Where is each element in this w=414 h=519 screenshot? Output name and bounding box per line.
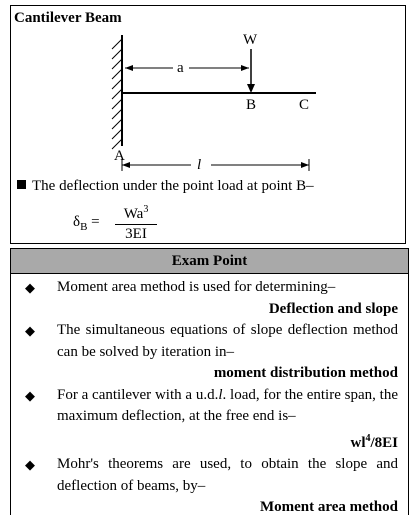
label-b: B [246, 97, 257, 113]
diamond-bullet-icon: ◆ [25, 323, 35, 338]
diamond-bullet-icon: ◆ [25, 457, 35, 472]
label-w: W [243, 32, 258, 48]
list-item: ◆ Moment area method is used for determining– Deflection and slope [11, 277, 408, 320]
exam-point-box [10, 248, 409, 515]
cantilever-diagram [11, 6, 407, 176]
square-bullet-icon [17, 180, 26, 189]
answer: Deflection and slope [268, 300, 398, 317]
exam-point-header: Exam Point [11, 249, 408, 274]
exam-point-list [11, 277, 408, 519]
point-load-arrowhead [247, 84, 255, 93]
label-a: a [177, 60, 184, 76]
deflection-statement: The deflection under the point load at point B– [17, 178, 314, 195]
answer: Moment area method [259, 499, 398, 515]
diamond-bullet-icon: ◆ [25, 280, 35, 295]
answer: moment distribution method [213, 365, 398, 381]
label-length: l [197, 157, 202, 173]
diamond-bullet-icon: ◆ [25, 387, 35, 403]
label-support-a: A [114, 148, 125, 164]
list-item: ◆ Mohr's theorems are used, to obtain the slope and deflection of beams, by– Moment area method [11, 454, 408, 519]
section-title: Cantilever Beam [14, 10, 122, 26]
list-item: ◆ The simultaneous equations of slope deflection method can be solved by iteration in– moment distribution method [11, 320, 408, 385]
formula-fraction: $\frac{Wa^3}{3EI}$ [115, 204, 157, 243]
answer: $wl^4/8EI$ [350, 432, 398, 451]
cantilever-box: Cantilever Beam W a B C A l The deflection under the point load at point B– $\delta_B$ = $\frac{Wa^3}{3EI}$ [10, 5, 406, 244]
label-c: C [299, 97, 310, 113]
list-item: ◆ For a cantilever with a u.d.l. load, for the entire span, the maximum deflection, at the free end is– $wl^4/8EI$ [11, 385, 408, 455]
fixed-support-hatch [112, 39, 122, 149]
